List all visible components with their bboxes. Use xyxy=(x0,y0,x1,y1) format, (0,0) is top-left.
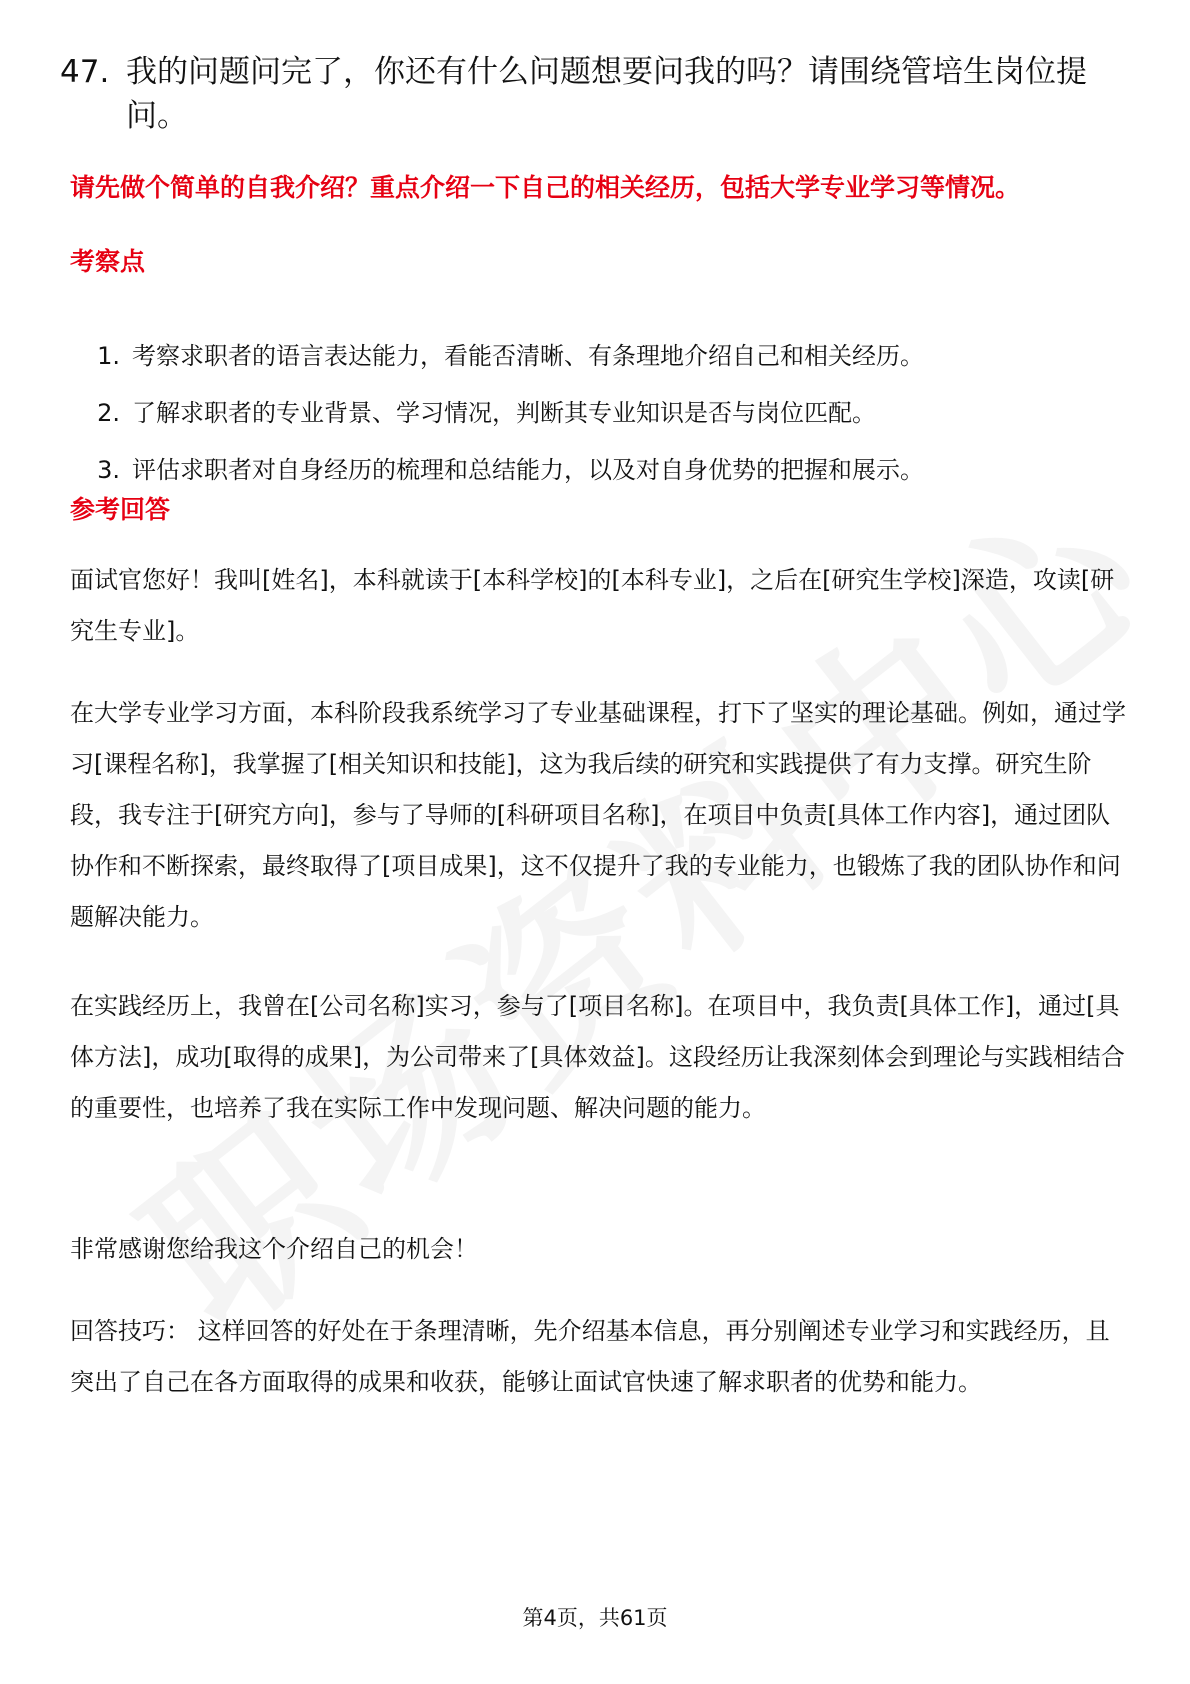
assessment-point xyxy=(70,338,1130,395)
answer-paragraph-study: 在大学专业学习方面，本科阶段我系统学习了专业基础课程，打下了坚实的理论基础。例如，通过学习[课程名称]，我掌握了[相关知识和技能]，这为我后续的研究和实践提供了有力支撑。研究生阶段，我专注于[研究方向]，参与了导师的[科研项目名称]，在项目中负责[具体工作内容]，通过团队协作和不断探索，最终取得了[项目成果]，这不仅提升了我的专业能力，也锻炼了我的团队协作和问题解决能力。 xyxy=(70,699,1126,931)
answer-paragraph-thanks: 非常感谢您给我这个介绍自己的机会！ xyxy=(70,1235,478,1263)
answer-paragraph-practice: 在实践经历上，我曾在[公司名称]实习，参与了[项目名称]。在项目中，我负责[具体工作]，通过[具体方法]，成功[取得的成果]，为公司带来了[具体效益]。这段经历让我深刻体会到理论与实践相结合的重要性，也培养了我在实际工作中发现问题、解决问题的能力。 xyxy=(70,992,1125,1122)
point-number: 3. xyxy=(97,456,120,484)
point-number: 1. xyxy=(97,342,120,370)
answer-paragraph-intro: 面试官您好！我叫[姓名]，本科就读于[本科学校]的[本科专业]，之后在[研究生学校]深造，攻读[研究生专业]。 xyxy=(70,566,1115,645)
assessment-point xyxy=(70,452,1130,509)
answer-tips: 回答技巧： 这样回答的好处在于条理清晰，先介绍基本信息，再分别阐述专业学习和实践经历，且突出了自己在各方面取得的成果和收获，能够让面试官快速了解求职者的优势和能力。 xyxy=(70,1317,1110,1396)
page-footer: 第4页，共61页 xyxy=(522,1606,668,1630)
question-text: 我的问题问完了，你还有什么问题想要问我的吗？请围绕管培生岗位提问。 xyxy=(126,54,1087,134)
question-title xyxy=(60,50,1130,138)
point-text: 了解求职者的专业背景、学习情况，判断其专业知识是否与岗位匹配。 xyxy=(132,399,876,427)
question-number: 47. xyxy=(60,54,110,90)
reference-heading: 参考回答 xyxy=(70,495,171,524)
point-text: 评估求职者对自身经历的梳理和总结能力，以及对自身优势的把握和展示。 xyxy=(132,456,924,484)
point-number: 2. xyxy=(97,399,120,427)
assessment-heading: 考察点 xyxy=(70,247,146,276)
point-text: 考察求职者的语言表达能力，看能否清晰、有条理地介绍自己和相关经历。 xyxy=(132,342,924,370)
assessment-point xyxy=(70,395,1130,452)
assessment-points xyxy=(70,338,1130,509)
interview-prompt: 请先做个简单的自我介绍？重点介绍一下自己的相关经历，包括大学专业学习等情况。 xyxy=(70,173,1021,202)
